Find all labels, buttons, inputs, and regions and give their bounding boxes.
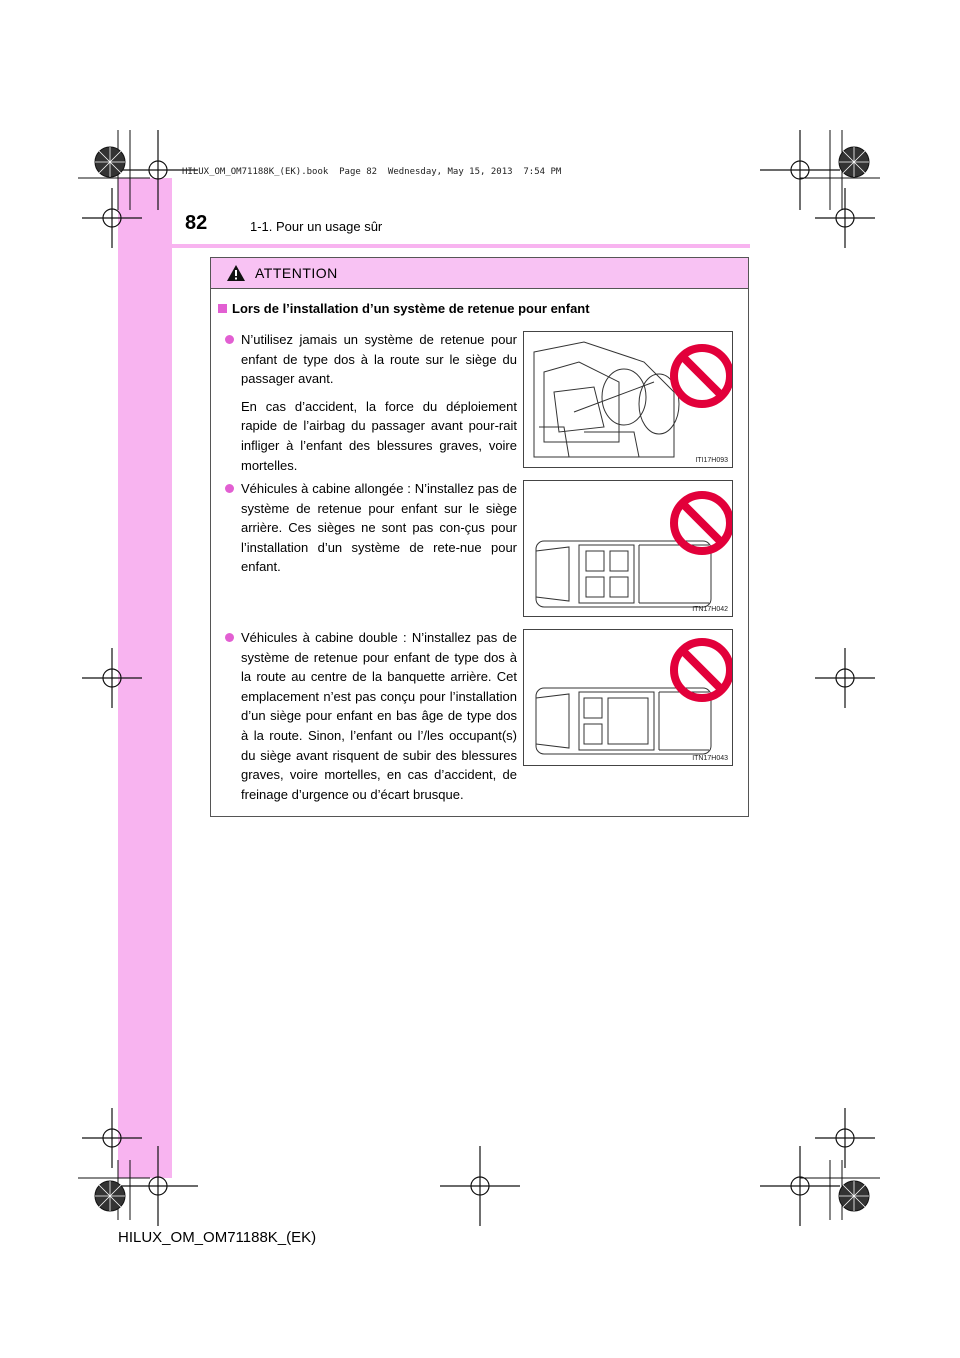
figure-front-passenger-airbag xyxy=(523,331,733,468)
warning-header xyxy=(211,258,748,289)
figure-extra-cab-seats xyxy=(523,480,733,617)
bullet-text: N’utilisez jamais un système de retenue pour enfant de type dos à la route sur le siège du passager avant. xyxy=(241,332,517,387)
round-bullet-icon xyxy=(225,335,234,344)
prohibition-icon xyxy=(674,495,730,551)
page-number: 82 xyxy=(185,212,208,234)
figure-code: ITN17H042 xyxy=(692,606,728,613)
warning-box xyxy=(210,257,749,817)
warning-triangle-icon xyxy=(226,264,246,282)
bullet-item xyxy=(225,479,517,577)
figure-code: ITN17H043 xyxy=(692,755,728,762)
print-book-stamp: HILUX_OM_OM71188K_(EK).book Page 82 Wednesday, May 15, 2013 7:54 PM xyxy=(182,167,562,177)
round-bullet-icon xyxy=(225,633,234,642)
figure-double-cab-rear-center xyxy=(523,629,733,766)
square-bullet-icon xyxy=(218,304,227,313)
section-title: 1-1. Pour un usage sûr xyxy=(250,219,383,234)
bullet-item xyxy=(225,330,517,475)
round-bullet-icon xyxy=(225,484,234,493)
warning-title: ATTENTION xyxy=(255,265,338,281)
bullet-item xyxy=(225,628,517,804)
car-interior-illustration xyxy=(524,332,732,467)
bullet-note: En cas d’accident, la force du déploiement rapide de l’airbag du passager avant pour-rait infliger à l’enfant des blessures graves, voire mortelles. xyxy=(241,398,517,473)
bullet-text: Véhicules à cabine allongée : N’installez pas de système de retenue pour enfant sur le siège arrière. Ces sièges ne sont pas con-çus pour l’installation d’un système de rete-nue pour enfant. xyxy=(241,481,517,575)
footer-doc-id: HILUX_OM_OM71188K_(EK) xyxy=(118,1229,317,1246)
car-top-view-illustration xyxy=(524,630,732,765)
prohibition-icon xyxy=(674,642,730,698)
prohibition-icon xyxy=(674,348,730,404)
warning-subheading: Lors de l’installation d’un système de retenue pour enfant xyxy=(218,301,590,316)
figure-code: ITI17H093 xyxy=(695,457,728,464)
car-top-view-illustration xyxy=(524,481,732,616)
bullet-text: Véhicules à cabine double : N’installez pas de système de retenue pour enfant de type dos à la route au centre de la banquette arrière. Cet emplacement n’est pas conçu pour l’installation d’un siège pour enfant en bas âge de type dos à la route. Sinon, l’enfant ou l’/les occupant(s) du siège avant risquent de subir des blessures graves, voire mortelles, en cas d’accident, de freinage d’urgence ou d’écart brusque. xyxy=(241,630,517,802)
